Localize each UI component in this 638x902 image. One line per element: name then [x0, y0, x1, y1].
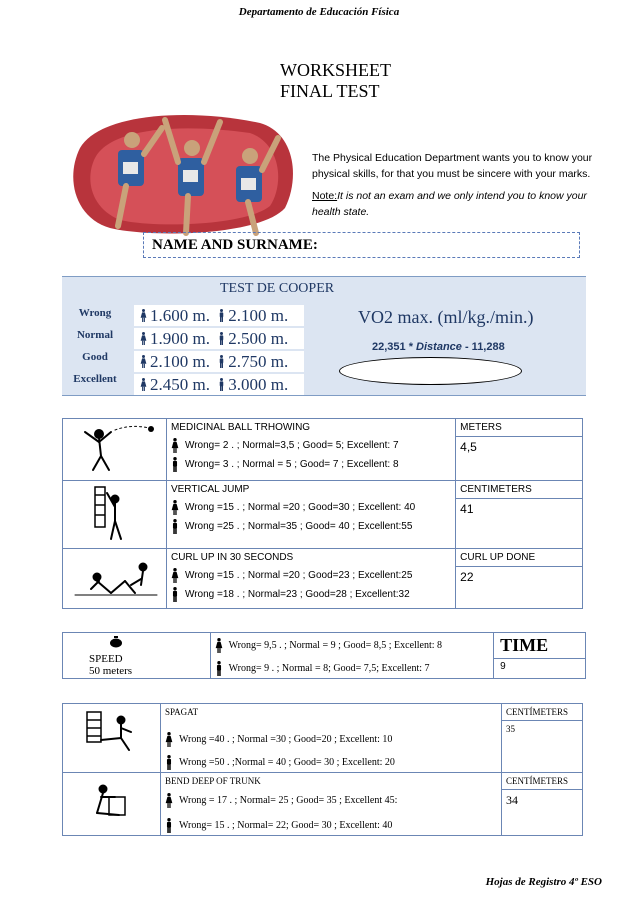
boy-icon: [171, 587, 179, 602]
criteria-text: Wrong = 17 . ; Normal= 25 ; Good= 35 ; Excellent 45:: [178, 794, 398, 806]
speed-criteria-cell: [210, 633, 493, 679]
boy-distance: 2.500 m.: [228, 329, 289, 348]
ball-throw-criteria-cell: [166, 419, 455, 481]
test-name: MEDICINAL BALL TRHOWING: [170, 422, 311, 433]
intro-text: [312, 150, 612, 226]
result-value[interactable]: 35: [506, 724, 516, 734]
criteria-text: Wrong =40 . ; Normal =30 ; Good=20 ; Excellent: 10: [178, 733, 393, 745]
boy-icon: [218, 332, 225, 345]
criteria-text: Wrong =18 . ; Normal=23 ; Good=28 ; Excellent:32: [184, 588, 410, 600]
time-label: TIME: [494, 633, 585, 659]
cooper-row-good: [134, 351, 304, 372]
table-row: [63, 419, 583, 481]
stopwatch-icon: [109, 636, 123, 648]
cooper-test-band: [62, 276, 586, 396]
speed-test-table: [62, 632, 586, 679]
note-label: Note:: [312, 190, 338, 202]
speed-label: SPEED: [89, 653, 123, 665]
criteria-boys: [167, 585, 455, 604]
speed-result-cell: [494, 633, 586, 679]
boy-distance: 3.000 m.: [228, 375, 289, 394]
spagat-criteria-cell: [160, 704, 501, 773]
boy-icon: [165, 755, 173, 770]
level-normal: Normal: [76, 329, 114, 341]
test-name: BEND DEEP OF TRUNK: [164, 776, 261, 786]
boy-icon: [218, 355, 225, 368]
spagat-illustration-cell: [63, 704, 161, 773]
result-value[interactable]: 22: [460, 570, 474, 584]
criteria-boys: [161, 810, 501, 835]
formula-distance: Distance: [416, 341, 462, 353]
title-line-2: FINAL TEST: [280, 81, 380, 101]
unit-label: METERS: [456, 419, 582, 437]
criteria-text: Wrong= 15 . ; Normal= 22; Good= 30 ; Excellent: 40: [178, 819, 393, 831]
formula-part-c: - 11,288: [461, 341, 505, 353]
girl-icon: [140, 355, 147, 368]
ball-throw-result-cell: [456, 419, 583, 481]
criteria-text: Wrong= 2 . ; Normal=3,5 ; Good= 5; Excellent: 7: [184, 439, 399, 451]
unit-label: CENTÍMETERS: [502, 773, 582, 790]
level-wrong: Wrong: [78, 307, 112, 319]
criteria-boys: [211, 655, 493, 678]
boy-icon: [218, 378, 225, 391]
cooper-row-normal: [134, 328, 304, 349]
result-value[interactable]: 4,5: [460, 440, 477, 454]
criteria-girls: [167, 436, 455, 455]
boy-icon: [165, 818, 173, 833]
trunk-bend-illustration-cell: [63, 773, 161, 836]
test-name: SPAGAT: [164, 707, 199, 717]
boy-icon: [218, 309, 225, 322]
vertical-jump-illustration-cell: [63, 481, 167, 549]
vo2-heading: VO2 max. (ml/kg./min.): [358, 307, 534, 327]
curl-up-result-cell: [456, 549, 583, 609]
boy-icon: [215, 661, 223, 676]
unit-label: CENTÍMETERS: [502, 704, 582, 721]
criteria-text: Wrong =50 . ;Normal = 40 ; Good= 30 ; Excellent: 20: [178, 756, 395, 768]
boy-icon: [171, 457, 179, 472]
test-name: CURL UP IN 30 SECONDS: [170, 552, 294, 563]
trunk-bend-result-cell: [502, 773, 583, 836]
criteria-boys: [167, 455, 455, 474]
boy-distance: 2.750 m.: [228, 352, 289, 371]
page-footer: Hojas de Registro 4º ESO: [485, 876, 602, 888]
girl-distance: 1.600 m.: [150, 306, 210, 325]
girl-icon: [140, 332, 147, 345]
flexibility-tests-table: [62, 703, 583, 836]
girl-icon: [171, 568, 179, 583]
test-name: VERTICAL JUMP: [170, 484, 250, 495]
trunk-bend-icon: [69, 783, 155, 823]
result-value[interactable]: 41: [460, 502, 474, 516]
table-row: [63, 704, 583, 773]
girl-distance: 1.900 m.: [150, 329, 210, 348]
criteria-girls: [167, 498, 455, 517]
curl-up-illustration-cell: [63, 549, 167, 609]
criteria-boys: [167, 517, 455, 536]
criteria-text: Wrong= 3 . ; Normal = 5 ; Good= 7 ; Excellent: 8: [184, 458, 399, 470]
girl-distance: 2.100 m.: [150, 352, 210, 371]
intro-paragraph: The Physical Education Department wants you to know your physical skills, for that you must be sincere with your marks.: [312, 152, 593, 180]
criteria-girls: [211, 633, 493, 655]
vertical-jump-result-cell: [456, 481, 583, 549]
note-text: It is not an exam and we only intend you to know your health state.: [312, 190, 587, 218]
table-row: [63, 549, 583, 609]
vertical-jump-icon: [71, 485, 161, 543]
title-line-1: WORKSHEET: [280, 60, 391, 80]
unit-label: CENTIMETERS: [456, 481, 582, 499]
criteria-girls: [161, 789, 501, 810]
runners-photo: [60, 108, 300, 238]
boy-icon: [171, 519, 179, 534]
unit-label: CURL UP DONE: [456, 549, 582, 567]
speed-distance: 50 meters: [89, 665, 133, 677]
table-row: [63, 481, 583, 549]
curl-up-criteria-cell: [166, 549, 455, 609]
cooper-title: TEST DE COOPER: [220, 281, 335, 296]
cooper-row-excellent: [134, 374, 304, 395]
trunk-bend-criteria-cell: [160, 773, 501, 836]
spagat-icon: [69, 708, 155, 752]
girl-icon: [140, 378, 147, 391]
ball-throw-icon: [71, 424, 161, 474]
speed-label-cell: [63, 633, 211, 679]
girl-icon: [165, 732, 173, 747]
vo2-formula: [372, 341, 505, 353]
intro-note: [312, 188, 612, 220]
vo2-result-field[interactable]: [339, 357, 522, 385]
level-good: Good: [82, 351, 108, 363]
girl-icon: [171, 438, 179, 453]
name-surname-label: NAME AND SURNAME:: [152, 237, 318, 253]
criteria-girls: [161, 720, 501, 749]
strength-tests-table: [62, 418, 583, 609]
criteria-text: Wrong= 9 . ; Normal = 8; Good= 7,5; Excellent: 7: [228, 662, 430, 674]
cooper-row-wrong: [134, 305, 304, 326]
table-row: [63, 773, 583, 836]
boy-distance: 2.100 m.: [228, 306, 289, 325]
criteria-text: Wrong =15 . ; Normal =20 ; Good=30 ; Excellent: 40: [184, 501, 416, 513]
table-row: [63, 633, 586, 679]
criteria-boys: [161, 749, 501, 772]
criteria-text: Wrong= 9,5 . ; Normal = 9 ; Good= 8,5 ; Excellent: 8: [228, 639, 443, 651]
formula-part-a: 22,351 *: [372, 341, 417, 353]
result-value[interactable]: 34: [506, 793, 519, 807]
criteria-text: Wrong =15 . ; Normal =20 ; Good=23 ; Excellent:25: [184, 569, 413, 581]
criteria-girls: [167, 566, 455, 585]
page-header: Departamento de Educación Física: [238, 6, 400, 18]
girl-icon: [215, 638, 223, 653]
girl-distance: 2.450 m.: [150, 375, 210, 394]
criteria-text: Wrong =25 . ; Normal=35 ; Good= 40 ; Excellent:55: [184, 520, 413, 532]
ball-throw-illustration-cell: [63, 419, 167, 481]
vertical-jump-criteria-cell: [166, 481, 455, 549]
worksheet-title: [280, 60, 391, 102]
girl-icon: [140, 309, 147, 322]
spagat-result-cell: [502, 704, 583, 773]
name-surname-field[interactable]: [143, 232, 580, 258]
result-value[interactable]: 9: [500, 661, 506, 672]
girl-icon: [165, 793, 173, 808]
girl-icon: [171, 500, 179, 515]
curl-up-icon: [71, 555, 161, 601]
level-excellent: Excellent: [73, 373, 117, 385]
